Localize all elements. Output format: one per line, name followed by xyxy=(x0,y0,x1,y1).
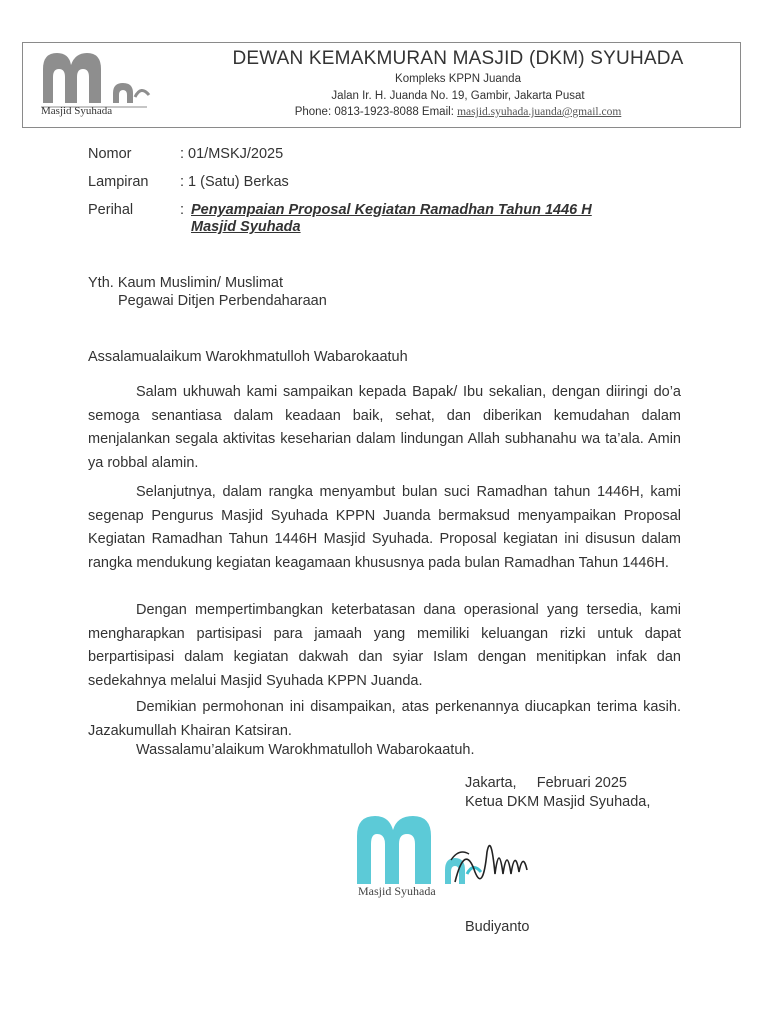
greeting: Assalamualaikum Warokhmatulloh Wabarokaatuh xyxy=(88,349,408,365)
email-link[interactable]: masjid.syuhada.juanda@gmail.com xyxy=(457,106,622,118)
nomor-label: Nomor xyxy=(88,146,132,162)
closing: Wassalamu’alaikum Warokhmatulloh Wabarokaatuh. xyxy=(136,742,475,758)
lampiran-value: : 1 (Satu) Berkas xyxy=(180,174,289,190)
paragraph-3: Dengan mempertimbangkan keterbatasan dana operasional yang tersedia, kami mengharapkan partisipasi para jamaah yang memiliki keluangan rizki untuk dapat berpartisipasi dalam kegiatan dakwah dan syiar Islam dengan menitipkan infak dan sedekahnya melalui Masjid Syuhada KPPN Juanda. xyxy=(88,602,681,689)
org-address: Jalan Ir. H. Juanda No. 19, Gambir, Jakarta Pusat xyxy=(331,90,585,102)
meta-nomor xyxy=(88,146,283,162)
letterhead xyxy=(22,42,741,128)
logo-caption: Masjid Syuhada xyxy=(41,105,113,117)
signer-name: Budiyanto xyxy=(465,919,530,935)
phone-text: Phone: 0813-1923-8088 Email: xyxy=(294,106,454,118)
paragraph-4: Demikian permohonan ini disampaikan, atas perkenannya diucapkan terima kasih. Jazakumullah Khairan Katsiran. xyxy=(88,699,681,739)
perihal-label: Perihal xyxy=(88,202,134,218)
paragraph-2: Selanjutnya, dalam rangka menyambut bulan suci Ramadhan tahun 1446H, kami segenap Pengurus Masjid Syuhada KPPN Juanda bermaksud menyampaikan Proposal Kegiatan Ramadhan Tahun 1446H Masjid Syuhada. Proposal kegiatan ini disusun dalam rangka mendukung kegiatan keagamaan khususnya pada bulan Ramadhan Tahun 1446H. xyxy=(88,484,681,571)
perihal-line-1: Penyampaian Proposal Kegiatan Ramadhan Tahun 1446 H xyxy=(191,202,592,218)
signer-position: Ketua DKM Masjid Syuhada, xyxy=(465,794,651,810)
recipient-line-2: Pegawai Ditjen Perbendaharaan xyxy=(118,293,327,309)
meta-perihal xyxy=(88,202,180,218)
lampiran-label: Lampiran xyxy=(88,174,149,190)
place-date: Jakarta, Februari 2025 xyxy=(465,775,627,791)
org-contact xyxy=(218,106,698,118)
org-sub: Kompleks KPPN Juanda xyxy=(395,73,521,85)
paragraph-1: Salam ukhuwah kami sampaikan kepada Bapak/ Ibu sekalian, dengan diiringi do’a semoga senantiasa dalam keadaan baik, sehat, dan diberikan kemudahan dalam menjalankan segala aktivitas keseharian dalam lindungan Allah subhanahu wa ta’ala. Amin ya robbal alamin. xyxy=(88,384,681,471)
perihal-line-2: Masjid Syuhada xyxy=(191,219,301,235)
nomor-value: : 01/MSKJ/2025 xyxy=(180,146,284,162)
perihal-colon: : xyxy=(180,202,185,218)
stamp-caption: Masjid Syuhada xyxy=(358,884,436,898)
org-name: DEWAN KEMAKMURAN MASJID (DKM) SYUHADA xyxy=(232,48,684,69)
recipient-line-1: Yth. Kaum Muslimin/ Muslimat xyxy=(88,275,283,291)
meta-lampiran xyxy=(88,174,289,190)
